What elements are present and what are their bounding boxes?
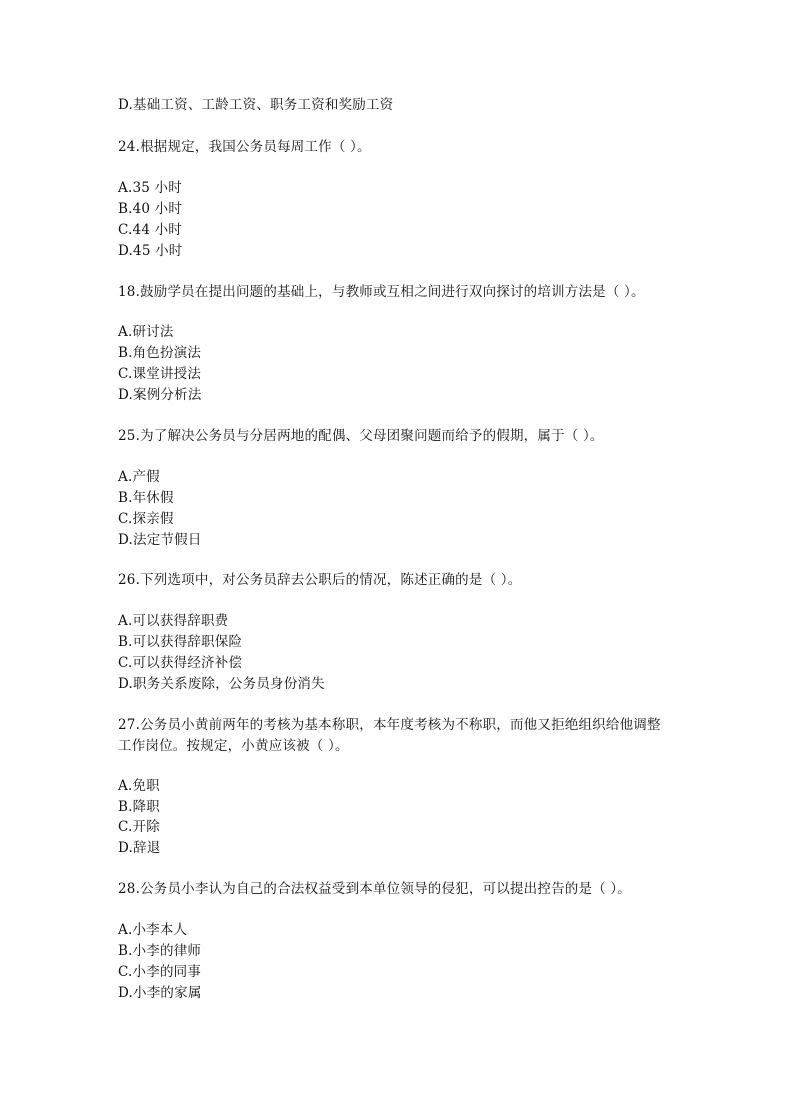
q25-option-a: A.产假: [118, 469, 160, 485]
q25-option-c: C.探亲假: [118, 511, 174, 527]
q27-stem-line1: 27.公务员小黄前两年的考核为基本称职，本年度考核为不称职，而他又拒绝组织给他调整: [118, 717, 661, 733]
q28-stem: 28.公务员小李认为自己的合法权益受到本单位领导的侵犯，可以提出控告的是（ ）。: [118, 881, 632, 897]
q28-option-c: C.小李的同事: [118, 964, 202, 980]
q25-option-b: B.年休假: [118, 490, 174, 506]
q26-option-d: D.职务关系废除，公务员身份消失: [118, 676, 325, 692]
q26-option-a: A.可以获得辞职费: [118, 613, 229, 629]
q26-option-c: C.可以获得经济补偿: [118, 655, 243, 671]
q18-option-a: A.研讨法: [118, 324, 174, 340]
q24-option-b: B.40 小时: [118, 201, 183, 217]
q25-stem: 25.为了解决公务员与分居两地的配偶、父母团聚问题而给予的假期，属于（ ）。: [118, 428, 604, 444]
q18-option-d: D.案例分析法: [118, 387, 202, 403]
q27-option-d: D.辞退: [118, 840, 161, 856]
q24-option-c: C.44 小时: [118, 222, 183, 238]
q27-option-b: B.降职: [118, 799, 161, 815]
q28-option-d: D.小李的家属: [118, 985, 202, 1001]
q26-option-b: B.可以获得辞职保险: [118, 634, 243, 650]
q27-option-c: C.开除: [118, 819, 160, 835]
q23-option-d: D.基础工资、工龄工资、职务工资和奖励工资: [118, 97, 394, 113]
q27-stem-line2: 工作岗位。按规定，小黄应该被（ ）。: [118, 738, 349, 754]
q28-option-b: B.小李的律师: [118, 943, 202, 959]
q24-option-d: D.45 小时: [118, 243, 183, 259]
q26-stem: 26.下列选项中，对公务员辞去公职后的情况，陈述正确的是（ ）。: [118, 572, 522, 588]
q18-stem: 18.鼓励学员在提出问题的基础上，与教师或互相之间进行双向探讨的培训方法是（ ）。: [118, 284, 645, 300]
q28-option-a: A.小李本人: [118, 922, 188, 938]
q18-option-c: C.课堂讲授法: [118, 366, 202, 382]
q25-option-d: D.法定节假日: [118, 532, 202, 548]
q27-option-a: A.免职: [118, 778, 160, 794]
q24-option-a: A.35 小时: [118, 180, 182, 196]
q24-stem: 24.根据规定，我国公务员每周工作（ ）。: [118, 139, 371, 155]
q18-option-b: B.角色扮演法: [118, 345, 202, 361]
